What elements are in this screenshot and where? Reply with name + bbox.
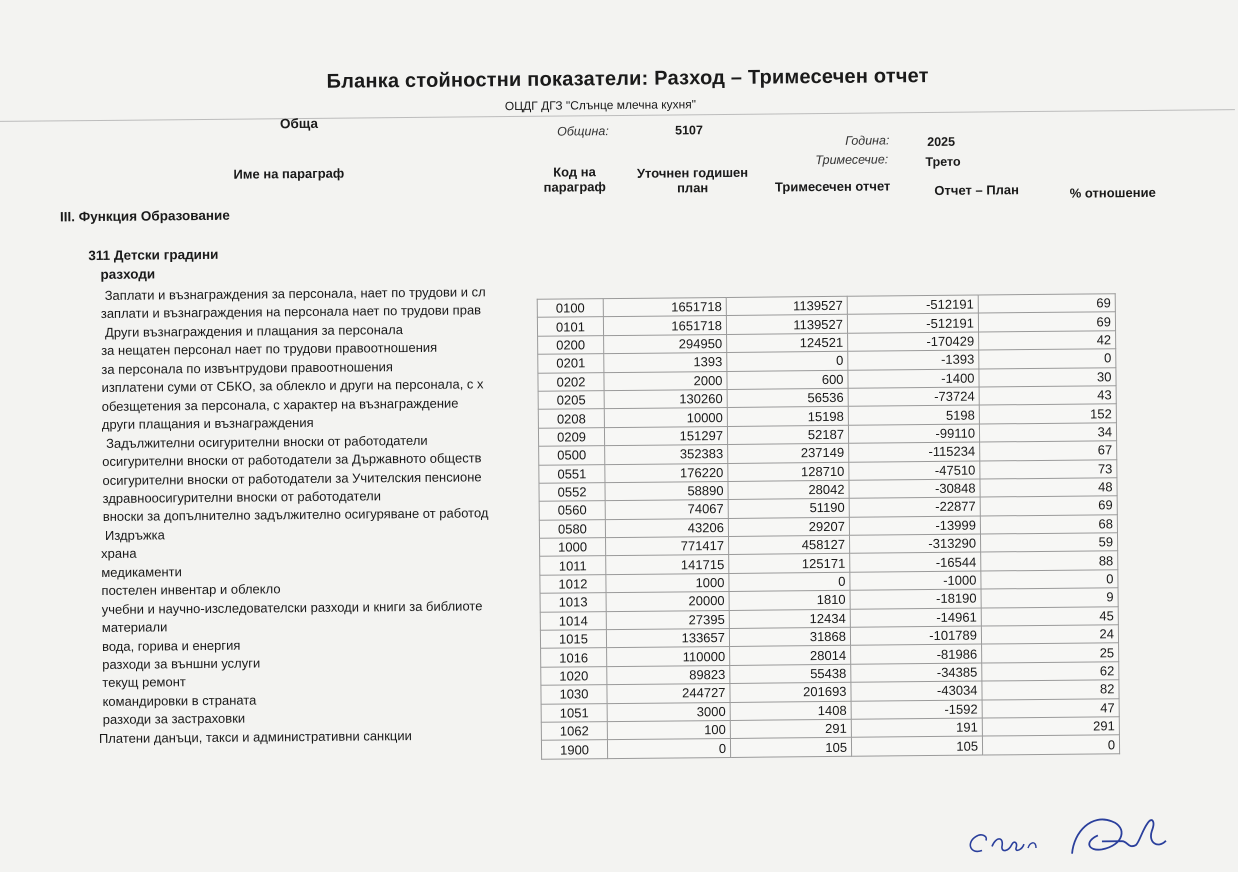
diff-cell: 191 bbox=[851, 718, 982, 738]
report-cell: 237149 bbox=[728, 443, 849, 463]
percent-cell: 0 bbox=[982, 735, 1119, 755]
expense-table bbox=[537, 293, 1120, 759]
plan-cell: 771417 bbox=[606, 537, 729, 557]
percent-cell: 47 bbox=[982, 698, 1119, 718]
diff-cell: -18190 bbox=[850, 589, 981, 609]
col-header-name: Име на параграф bbox=[233, 165, 345, 182]
paragraph-code-cell: 0560 bbox=[539, 501, 605, 520]
percent-cell: 291 bbox=[982, 717, 1119, 737]
diff-cell: -1592 bbox=[851, 700, 982, 720]
plan-cell: 10000 bbox=[604, 408, 727, 428]
percent-cell: 0 bbox=[979, 349, 1116, 369]
paragraph-name: обезщетения за персонала, с характер на възнаграждение bbox=[101, 395, 459, 414]
report-cell: 55438 bbox=[730, 664, 851, 684]
col-header-plan: Уточнен годишен план bbox=[636, 164, 749, 196]
paragraph-code-cell: 0202 bbox=[538, 372, 604, 391]
year-label: Година: bbox=[845, 133, 890, 148]
paragraph-name: осигурителни вноски от работодатели за Учителския пенсионе bbox=[102, 468, 482, 488]
plan-cell: 20000 bbox=[606, 592, 729, 612]
paragraph-code-cell: 0208 bbox=[538, 409, 604, 428]
paragraph-code-cell: 0552 bbox=[539, 483, 605, 502]
percent-cell: 67 bbox=[980, 441, 1117, 461]
group-heading: разходи bbox=[100, 266, 156, 282]
paragraph-code-cell: 1900 bbox=[541, 740, 607, 759]
diff-cell: -115234 bbox=[849, 442, 980, 462]
plan-cell: 43206 bbox=[605, 518, 728, 538]
diff-cell: -22877 bbox=[849, 497, 980, 517]
paragraph-code-cell: 1051 bbox=[541, 703, 607, 722]
percent-cell: 30 bbox=[979, 367, 1116, 387]
diff-cell: -1393 bbox=[848, 350, 979, 370]
report-cell: 28042 bbox=[728, 480, 849, 500]
percent-cell: 82 bbox=[982, 680, 1119, 700]
plan-cell: 1651718 bbox=[603, 316, 726, 336]
report-cell: 52187 bbox=[727, 425, 848, 445]
paragraph-code-cell: 0101 bbox=[537, 317, 603, 336]
percent-cell: 88 bbox=[981, 551, 1118, 571]
paragraph-code-cell: 1012 bbox=[540, 574, 606, 593]
paragraph-code-cell: 1014 bbox=[540, 611, 606, 630]
diff-cell: -1000 bbox=[850, 571, 981, 591]
municipality-value: 5107 bbox=[675, 123, 703, 138]
page-title: Бланка стойностни показатели: Разход – Тримесечен отчет bbox=[326, 65, 929, 93]
paragraph-name: разходи за застраховки bbox=[102, 710, 246, 728]
percent-cell: 0 bbox=[981, 570, 1118, 590]
paragraph-name: материали bbox=[101, 619, 168, 636]
plan-cell: 1393 bbox=[604, 353, 727, 373]
diff-cell: -81986 bbox=[851, 644, 982, 664]
report-cell: 1139527 bbox=[726, 315, 847, 335]
diff-cell: -14961 bbox=[850, 608, 981, 628]
percent-cell: 152 bbox=[979, 404, 1116, 424]
paragraph-code-cell: 1016 bbox=[541, 648, 607, 667]
paragraph-name: учебни и научно-изследователски разходи и книги за библиоте bbox=[101, 597, 483, 617]
quarter-label: Тримесечие: bbox=[815, 152, 889, 168]
col-header-code: Код на параграф bbox=[543, 164, 606, 195]
report-cell: 600 bbox=[727, 370, 848, 390]
plan-cell: 1651718 bbox=[603, 297, 726, 317]
report-cell: 201693 bbox=[730, 682, 851, 702]
percent-cell: 62 bbox=[982, 662, 1119, 682]
report-cell: 105 bbox=[730, 738, 851, 758]
percent-cell: 42 bbox=[979, 331, 1116, 351]
diff-cell: -34385 bbox=[851, 663, 982, 683]
plan-cell: 58890 bbox=[605, 481, 728, 501]
plan-cell: 3000 bbox=[607, 702, 730, 722]
paragraph-name: други плащания и възнаграждения bbox=[101, 415, 314, 433]
paragraph-name: вода, горива и енергия bbox=[101, 637, 241, 654]
plan-cell: 133657 bbox=[606, 628, 729, 648]
paragraph-code-cell: 0100 bbox=[537, 299, 603, 318]
report-cell: 29207 bbox=[728, 517, 849, 537]
diff-cell: -512191 bbox=[847, 295, 978, 315]
paragraph-name: осигурителни вноски от работодатели за Държавното обществ bbox=[102, 450, 482, 470]
paragraph-name: заплати и възнаграждения на персонала нает по трудови прав bbox=[100, 302, 482, 322]
plan-cell: 352383 bbox=[605, 445, 728, 465]
report-cell: 0 bbox=[729, 572, 850, 592]
paragraph-name: Издръжка bbox=[104, 527, 165, 543]
diff-cell: -30848 bbox=[849, 479, 980, 499]
paragraph-name: командировки в страната bbox=[102, 692, 257, 709]
report-cell: 1139527 bbox=[726, 296, 847, 316]
paragraph-code-cell: 0209 bbox=[538, 427, 604, 446]
paragraph-name: за нещатен персонал нает по трудови правоотношения bbox=[101, 340, 438, 359]
percent-cell: 69 bbox=[978, 294, 1115, 314]
paragraph-name: изплатени суми от СБКО, за облекло и други на персонала, с х bbox=[101, 376, 484, 396]
report-cell: 0 bbox=[727, 351, 848, 371]
report-cell: 128710 bbox=[728, 462, 849, 482]
paragraph-name: Платени данъци, такси и административни санкции bbox=[98, 727, 412, 746]
plan-cell: 294950 bbox=[604, 334, 727, 354]
report-cell: 31868 bbox=[729, 627, 850, 647]
diff-cell: -101789 bbox=[850, 626, 981, 646]
paragraph-code-cell: 1015 bbox=[540, 630, 606, 649]
paragraph-name: здравноосигурителни вноски от работодатели bbox=[102, 488, 382, 506]
report-cell: 291 bbox=[730, 719, 851, 739]
plan-cell: 151297 bbox=[604, 426, 727, 446]
percent-cell: 24 bbox=[981, 625, 1118, 645]
diff-cell: -47510 bbox=[849, 461, 980, 481]
plan-cell: 2000 bbox=[604, 371, 727, 391]
percent-cell: 68 bbox=[980, 514, 1117, 534]
report-cell: 56536 bbox=[727, 388, 848, 408]
paragraph-name: текущ ремонт bbox=[102, 674, 186, 691]
percent-cell: 25 bbox=[982, 643, 1119, 663]
plan-cell: 1000 bbox=[606, 573, 729, 593]
diff-cell: -16544 bbox=[850, 553, 981, 573]
diff-cell: -13999 bbox=[849, 516, 980, 536]
plan-cell: 141715 bbox=[606, 555, 729, 575]
plan-cell: 27395 bbox=[606, 610, 729, 630]
percent-cell: 43 bbox=[979, 386, 1116, 406]
report-cell: 458127 bbox=[728, 535, 849, 555]
report-cell: 1408 bbox=[730, 701, 851, 721]
paragraph-code-cell: 0201 bbox=[538, 354, 604, 373]
report-cell: 1810 bbox=[729, 591, 850, 611]
paragraph-code-cell: 1013 bbox=[540, 593, 606, 612]
paragraph-name: постелен инвентар и облекло bbox=[101, 581, 281, 599]
plan-cell: 244727 bbox=[607, 684, 730, 704]
percent-cell: 69 bbox=[980, 496, 1117, 516]
year-value: 2025 bbox=[927, 134, 956, 150]
paragraph-code-cell: 1000 bbox=[540, 538, 606, 557]
paragraph-code-cell: 1030 bbox=[541, 685, 607, 704]
plan-cell: 0 bbox=[607, 739, 730, 759]
report-cell: 124521 bbox=[727, 333, 848, 353]
paragraph-code-cell: 0500 bbox=[539, 446, 605, 465]
institution-subtitle: ОЦДГ ДГЗ "Слънце млечна кухня" bbox=[504, 97, 697, 114]
paragraph-name: Задължителни осигурителни вноски от работодатели bbox=[106, 432, 428, 451]
diff-cell: -43034 bbox=[851, 681, 982, 701]
report-cell: 51190 bbox=[728, 499, 849, 519]
percent-cell: 45 bbox=[981, 606, 1118, 626]
report-cell: 12434 bbox=[729, 609, 850, 629]
paragraph-name: за персонала по извънтрудови правоотношения bbox=[101, 358, 393, 377]
municipality-label: Община: bbox=[557, 124, 609, 139]
percent-cell: 59 bbox=[980, 533, 1117, 553]
paragraph-code-cell: 0551 bbox=[539, 464, 605, 483]
activity-heading: 311 Детски градини bbox=[88, 246, 219, 264]
plan-cell: 176220 bbox=[605, 463, 728, 483]
diff-cell: 105 bbox=[851, 736, 982, 756]
diff-cell: -99110 bbox=[848, 424, 979, 444]
percent-cell: 9 bbox=[981, 588, 1118, 608]
paragraph-code-cell: 0580 bbox=[539, 519, 605, 538]
diff-cell: -512191 bbox=[847, 313, 978, 333]
obshta-label: Обща bbox=[279, 115, 318, 132]
plan-cell: 110000 bbox=[607, 647, 730, 667]
percent-cell: 48 bbox=[980, 478, 1117, 498]
paragraph-name: Други възнаграждения и плащания за персонала bbox=[104, 321, 404, 340]
col-header-report: Тримесечен отчет bbox=[774, 178, 891, 195]
col-header-pct: % отношение bbox=[1069, 184, 1156, 201]
diff-cell: -1400 bbox=[848, 369, 979, 389]
paragraph-name: разходи за външни услуги bbox=[102, 655, 261, 672]
diff-cell: 5198 bbox=[848, 405, 979, 425]
paragraph-code-cell: 0200 bbox=[538, 335, 604, 354]
diff-cell: -170429 bbox=[848, 332, 979, 352]
plan-cell: 100 bbox=[607, 720, 730, 740]
percent-cell: 34 bbox=[979, 422, 1116, 442]
paragraph-code-cell: 1062 bbox=[541, 722, 607, 741]
percent-cell: 69 bbox=[978, 312, 1115, 332]
paragraph-code-cell: 1020 bbox=[541, 666, 607, 685]
function-heading: III. Функция Образование bbox=[59, 207, 230, 225]
plan-cell: 130260 bbox=[604, 389, 727, 409]
col-header-diff: Отчет – План bbox=[934, 182, 1020, 198]
report-cell: 28014 bbox=[730, 646, 851, 666]
plan-cell: 89823 bbox=[607, 665, 730, 685]
paragraph-name: Заплати и възнаграждения за персонала, нает по трудови и сл bbox=[104, 284, 486, 303]
report-cell: 125171 bbox=[729, 554, 850, 574]
diff-cell: -313290 bbox=[849, 534, 980, 554]
paragraph-name: вноски за допълнително задължително осигуряване от работод bbox=[102, 505, 489, 525]
paragraph-name: медикаменти bbox=[101, 563, 182, 580]
paragraph-code-cell: 0205 bbox=[538, 391, 604, 410]
paragraph-name: храна bbox=[101, 545, 137, 562]
paragraph-code-cell: 1011 bbox=[540, 556, 606, 575]
report-cell: 15198 bbox=[727, 407, 848, 427]
plan-cell: 74067 bbox=[605, 500, 728, 520]
signature-image bbox=[952, 801, 1193, 863]
percent-cell: 73 bbox=[980, 459, 1117, 479]
diff-cell: -73724 bbox=[848, 387, 979, 407]
quarter-value: Трето bbox=[925, 154, 961, 170]
